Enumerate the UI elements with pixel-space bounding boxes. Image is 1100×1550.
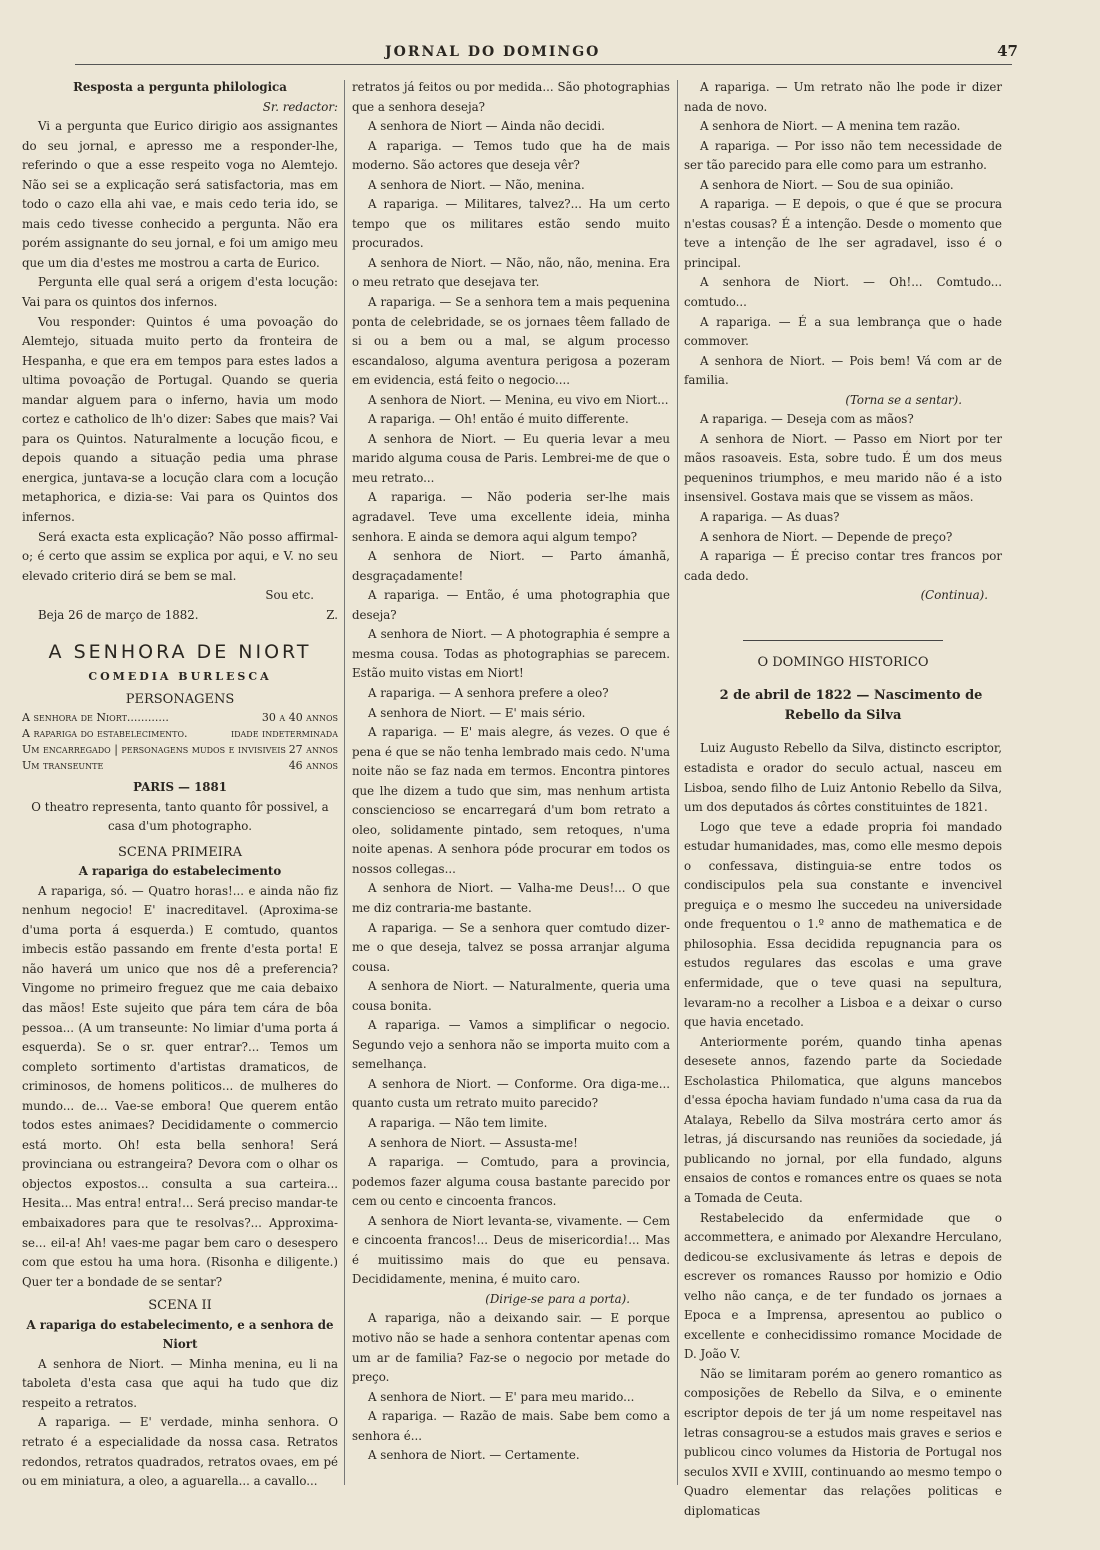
dialogue-line: A senhora de Niort. — Assusta-me! <box>368 1135 578 1150</box>
hist-paragraph: Luiz Augusto Rebello da Silva, distincto escriptor, estadista e orador do seculo actual, nasceu em Lisboa, sendo filho de Luiz Antonio Rebello da Silva, um dos deputados ás côrtes constituintes de 1821. <box>684 741 1002 815</box>
dialogue-line: A senhora de Niort. — Minha menina, eu li na taboleta d'esta casa que aqui ha tudo que diz respeito a retratos. <box>22 1356 338 1410</box>
dialogue-line: A senhora de Niort. — Menina, eu vivo em Niort... <box>368 392 669 407</box>
section-title: O DOMINGO HISTORICO <box>757 654 929 670</box>
dialogue-line: A rapariga. — É a sua lembrança que o hade commover. <box>684 314 1002 349</box>
hist-paragraph: Anteriormente porém, quando tinha apenas desesete annos, fazendo parte da Sociedade Escholastica Philomatica, que alguns mancebos d'essa épocha haviam fundado n'uma casa da rua da Atalaya, Rebello da Silva mostrára certo amor ás letras, já discursando nas reuniões da sociedade, já publicando no jornal, por ella fundado, alguns ensaios de contos e romances entre os quaes se nota a Tomada de Ceuta. <box>684 1034 1002 1205</box>
dialogue-line: A rapariga. — Se a senhora tem a mais pequenina ponta de celebridade, se os jornaes têem fallado de si ou a bem ou a mal, se algum processo escandaloso, alguma aventura perigosa a pozeram em evidencia, está feito o negocio.... <box>352 295 670 388</box>
continua-note: (Continua). <box>920 588 988 603</box>
dialogue-line: A senhora de Niort. — Passo em Niort por ter mãos rasoaveis. Esta, sobre tudo. É um dos meus pequeninos triumphos, e meu marido não é a isto insensivel. Gostava mais que se vissem as mãos. <box>684 431 1002 505</box>
dialogue-line: A senhora de Niort. — Conforme. Ora diga-me... quanto custa um retrato muito parecido? <box>352 1076 670 1111</box>
hist-paragraph: Não se limitaram porém ao genero romantico as composições de Rebello da Silva, e o eminente escriptor depois de ter já um nome respeitavel nas letras consagrou-se a estudos mais graves e serios e publicou cinco volumes da Historia de Portugal nos seculos XVII e XVIII, continuando ao mesmo tempo o Quadro elementar das relações politicas e diplomaticas <box>684 1366 1002 1518</box>
running-title: JORNAL DO DOMINGO <box>385 44 601 60</box>
scene1-subheading: A rapariga do estabelecimento <box>78 864 282 879</box>
dialogue-line: retratos já feitos ou por medida... São photographias que a senhora deseja? <box>352 80 670 114</box>
dialogue-line: A senhora de Niort. — Depende de preço? <box>700 529 953 544</box>
role-row: Um encarregado | personagens mudos e invisiveis 27 annos <box>22 742 338 756</box>
dateline-row <box>22 606 338 626</box>
page-number: 47 <box>997 42 1018 60</box>
dialogue-line: A senhora de Niort. — A photographia é sempre a mesma cousa. Todas as photographias se parecem. Estão muito vistas em Niort! <box>352 627 670 681</box>
column-1 <box>22 78 338 1498</box>
column-divider <box>344 80 345 1485</box>
role-row: Um transeunte 46 annos <box>22 758 338 772</box>
letter-paragraph: Pergunta elle qual será a origem d'esta locução: Vai para os quintos dos infernos. <box>22 275 338 310</box>
dialogue-line: A senhora de Niort. — Oh!... Comtudo... comtudo... <box>684 275 1002 310</box>
letter-paragraph: Será exacta esta explicação? Não posso affirmal-o; é certo que assim se explica por aqui, e V. no seu elevado criterio dirá se bem se mal. <box>22 529 338 583</box>
role-row: A rapariga do estabelecimento. idade indeterminada <box>22 726 338 740</box>
dialogue-line: A rapariga. — Comtudo, para a provincia, podemos fazer alguma cousa bastante parecido por cem ou cento e cincoenta francos. <box>352 1155 670 1209</box>
dateline: Beja 26 de março de 1882. <box>38 607 199 622</box>
play-subtitle: COMEDIA BURLESCA <box>88 669 272 683</box>
letter-paragraph: Vou responder: Quintos é uma povoação do Alemtejo, situada muito perto da fronteira de Hespanha, e que era em tempos para estes lados a ultima povoação de Portugal. Quando se queria mandar alguem para o inferno, havia um modo cortez e catholico de lh'o dizer: Sabes que mais? Vai para os Quintos. Naturalmente a locução ficou, e depois quando a situação pedia uma phrase energica, juntava-se a locução clara com a locução metaphorica, e dizia-se: Vai para os Quintos dos infernos. <box>22 314 338 525</box>
scene1-heading: SCENA PRIMEIRA <box>117 844 243 860</box>
dialogue-line: A senhora de Niort. — Valha-me Deus!... O que me diz contraria-me bastante. <box>352 881 670 915</box>
roles-list <box>22 710 338 774</box>
dialogue-line: A senhora de Niort. — Naturalmente, queria uma cousa bonita. <box>352 979 670 1013</box>
scene1-text: A rapariga, só. — Quatro horas!... e ainda não fiz nenhum negocio! E' inacreditavel. (Aproxima-se d'uma porta á esquerda.) E comtudo, quantos imbecis estão passando em frente d'esta porta! E não haverá um unico que nos dê a preferencia? Vingome no primeiro freguez que me caia debaixo das mãos! Este sujeito que pára tem cára de bôa pessoa... (A um transeunte: No limiar d'uma porta á esquerda). Se o sr. quer entrar?... Temos um completo sortimento d'artistas dramaticos, de criminosos, de homens politicos... de mulheres do mundo... de... Vae-se embora! Que querem então todos estes animaes? Decididamente o commercio está morto. Oh! esta bella senhora! Será provinciana ou estrangeira? Devora com o olhar os objectos expostos... consulta a sua carteira... Hesita... Mas entra! entra!... Será preciso mandar-te embaixadores para que te resolvas?... Approxima-se... eil-a! Ah! vaes-me pagar bem caro o desespero com que estou ha uma hora. (Risonha e diligente.) Quer ter a bondade de se sentar? <box>22 883 338 1289</box>
dialogue-line: A senhora de Niort levanta-se, vivamente. — Cem e cincoenta francos!... Deus de misericordia!... Mas é muitissimo mais do que eu pensava. Decididamente, menina, é muito caro. <box>352 1213 670 1287</box>
signature: Z. <box>326 607 338 622</box>
scene2-subheading: A rapariga do estabelecimento, e a senhora de Niort <box>26 1317 334 1352</box>
stage-direction: (Torna se a sentar). <box>845 392 962 407</box>
dialogue-line: A senhora de Niort. — Parto ámanhã, desgraçadamente! <box>352 549 670 583</box>
dialogue-line: A rapariga. — Razão de mais. Sabe bem como a senhora é... <box>352 1409 670 1443</box>
dialogue-line: A rapariga. — Então, é uma photographia que deseja? <box>352 588 670 622</box>
dialogue-line: A rapariga, não a deixando sair. — E porque motivo não se hade a senhora contentar apenas com um ar de familia? Faz-se o negocio por metade do preço. <box>352 1311 670 1385</box>
section-rule <box>743 640 943 641</box>
hist-paragraph: Restabelecido da enfermidade que o accommettera, e animado por Alexandre Herculano, dedicou-se exclusivamente ás letras e depois de escrever os romances Rausso por homizio e Odio velho não cança, e de ter fundado os jornaes a Epoca e a Imprensa, apresentou ao publico o excellente e conhecidissimo romance Mocidade de D. João V. <box>684 1210 1002 1362</box>
letter-title: Resposta a pergunta philologica <box>73 80 287 94</box>
header-rule <box>75 64 1012 65</box>
salutation: Sr. redactor: <box>262 99 338 114</box>
dialogue-line: A senhora de Niort. — E' mais sério. <box>368 705 586 720</box>
dialogue-line: A senhora de Niort. — Sou de sua opinião. <box>700 177 954 192</box>
dialogue-line: A rapariga. — Não poderia ser-lhe mais agradavel. Teve uma excellente ideia, minha senhora. E ainda se demora aqui algum tempo? <box>352 490 670 544</box>
dialogue-line: A rapariga. — Não tem limite. <box>368 1115 548 1130</box>
dialogue-line: A senhora de Niort. — A menina tem razão. <box>700 119 961 134</box>
dialogue-line: A rapariga. — Temos tudo que ha de mais moderno. São actores que deseja vêr? <box>352 138 670 173</box>
dialogue-line: A senhora de Niort. — Não, não, não, menina. Era o meu retrato que desejava ter. <box>352 255 670 290</box>
dialogue-line: A rapariga. — E' verdade, minha senhora. O retrato é a especialidade da nossa casa. Retratos redondos, retratos quadrados, retratos ovaes, em pé ou em miniatura, a oleo, a aguarella... a cavallo... <box>22 1415 338 1489</box>
role-row: A senhora de Niort............ 30 a 40 annos <box>22 710 338 724</box>
closing: Sou etc. <box>265 588 314 603</box>
dialogue-line: A rapariga. — As duas? <box>700 510 840 525</box>
dialogue-line: A rapariga. — A senhora prefere a oleo? <box>368 685 609 700</box>
dialogue-line: A rapariga. — E' mais alegre, ás vezes. O que é pena é que se não tenha lembrado mais cedo. N'uma noite não se faz nada em termos. Encontra pintores que lhe dizem a tudo que sim, mas nenhum artista consciencioso se encarregará d'um bom retrato a oleo, solidamente pintado, sem retoques, n'uma noite apenas. A senhora póde procurar em todos os nossos collegas... <box>352 725 670 876</box>
dialogue-line: A rapariga. — Vamos a simplificar o negocio. Segundo vejo a senhora não se importa muito com a semelhança. <box>352 1018 670 1072</box>
dialogue-line: A senhora de Niort. — Eu queria levar a meu marido alguma cousa de Paris. Lembrei-me de que o meu retrato... <box>352 431 670 485</box>
personagens-heading: PERSONAGENS <box>125 692 235 708</box>
dialogue-line: A senhora de Niort. — Pois bem! Vá com ar de familia. <box>684 353 1002 388</box>
place-date: PARIS — 1881 <box>133 779 227 794</box>
dialogue-line: A rapariga. — Militares, talvez?... Ha um certo tempo que os militares estão sendo muito procurados. <box>352 197 670 251</box>
column-2 <box>352 78 670 1498</box>
dialogue-line: A senhora de Niort. — Certamente. <box>368 1448 580 1463</box>
hist-paragraph: Logo que teve a edade propria foi mandado estudar humanidades, mas, como elle mesmo depois o confessava, distinguia-se entre todos os condiscipulos pela sua constante e invencivel preguiça e o mesmo lhe succedeu na universidade onde frequentou o 1.º anno de mathematica e de philosophia. Essa decidida repugnancia para os estudos regulares das escolas e uma grave enfermidade, que o teve quasi na sepultura, levaram-no a recolher a Lisboa e a deixar o curso que havia encetado. <box>684 819 1002 1030</box>
column-divider <box>677 80 678 1485</box>
hist-heading: 2 de abril de 1822 — Nascimento de Rebello da Silva <box>719 688 983 723</box>
scene2-heading: SCENA II <box>148 1298 212 1314</box>
dialogue-line: A rapariga. — E depois, o que é que se procura n'estas cousas? É a intenção. Desde o momento que teve a intenção de lhe ser agradavel, isso é o principal. <box>684 197 1002 270</box>
column-3 <box>684 78 1002 1518</box>
dialogue-line: A rapariga — É preciso contar tres francos por cada dedo. <box>684 549 1002 583</box>
dialogue-line: A rapariga. — Deseja com as mãos? <box>700 412 914 427</box>
dialogue-line: A rapariga. — Oh! então é muito differente. <box>368 412 629 427</box>
dialogue-line: A senhora de Niort. — Não, menina. <box>368 177 585 192</box>
dialogue-line: A rapariga. — Se a senhora quer comtudo dizer-me o que deseja, talvez se possa arranjar alguma cousa. <box>352 920 670 974</box>
dialogue-line: A senhora de Niort — Ainda não decidi. <box>368 119 605 134</box>
dialogue-line: A rapariga. — Um retrato não lhe pode ir dizer nada de novo. <box>684 80 1002 114</box>
letter-paragraph: Vi a pergunta que Eurico dirigio aos assignantes do seu jornal, e apresso me a responder-lhe, referindo o que a esse respeito voga no Alemtejo. Não sei se a explicação será satisfactoria, mas em todo o cazo ella ahi vae, e mais cedo teria ido, se mais cedo tivesse conhecido a pergunta. Não era porém assignante do seu jornal, e foi um amigo meu que um dia d'estes me mostrou a carta de Eurico. <box>22 119 338 270</box>
stage-direction: (Dirige-se para a porta). <box>485 1291 630 1306</box>
dialogue-line: A senhora de Niort. — E' para meu marido... <box>368 1389 635 1404</box>
page-header <box>0 36 1100 66</box>
play-title: A SENHORA DE NIORT <box>48 641 312 664</box>
dialogue-line: A rapariga. — Por isso não tem necessidade de ser tão parecido para elle como para um estranho. <box>684 138 1002 173</box>
stage-setting: O theatro representa, tanto quanto fôr possivel, a casa d'um photographo. <box>31 799 329 834</box>
